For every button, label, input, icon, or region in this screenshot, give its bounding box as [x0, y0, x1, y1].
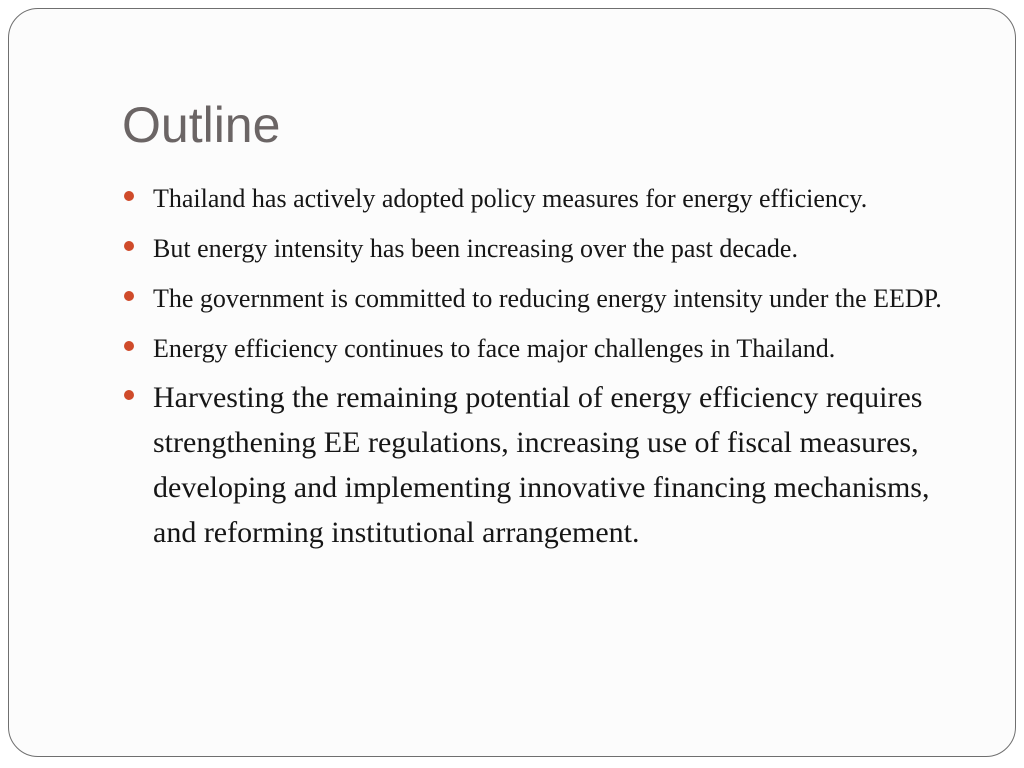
bullet-text: The government is committed to reducing energy intensity under the EEDP.	[153, 284, 942, 313]
bullet-list	[124, 179, 974, 565]
bullet-dot-icon	[124, 241, 134, 251]
bullet-text: Thailand has actively adopted policy measures for energy efficiency.	[153, 184, 868, 213]
bullet-item	[124, 279, 974, 319]
bullet-dot-icon	[124, 191, 134, 201]
bullet-dot-icon	[124, 291, 134, 301]
bullet-item	[124, 229, 974, 269]
slide-title: Outline	[122, 97, 281, 153]
bullet-item	[124, 179, 974, 219]
bullet-dot-icon	[124, 341, 134, 351]
bullet-item	[124, 329, 974, 369]
slide-frame	[8, 8, 1016, 757]
bullet-item	[124, 375, 974, 555]
bullet-dot-icon	[124, 390, 134, 400]
bullet-text: Harvesting the remaining potential of energy efficiency requires strengthening EE regulations, increasing use of fiscal measures, developing and implementing innovative financing mechanisms, and reforming institutional arrangement.	[153, 381, 930, 549]
bullet-text: But energy intensity has been increasing over the past decade.	[153, 234, 798, 263]
bullet-text: Energy efficiency continues to face major challenges in Thailand.	[153, 334, 836, 363]
